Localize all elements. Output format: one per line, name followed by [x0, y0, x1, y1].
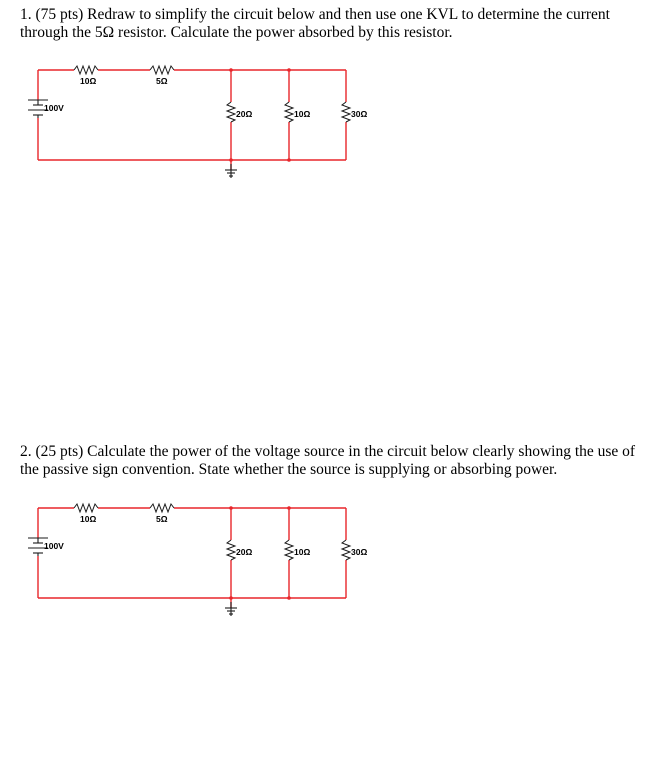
circuit-diagram-2 [0, 498, 400, 623]
voltage-source [28, 538, 64, 556]
resistor-series-1-label: 10Ω [80, 514, 97, 524]
resistor-shunt-1-label: 20Ω [236, 109, 253, 119]
resistor-series-1 [74, 504, 98, 524]
resistor-series-2 [150, 504, 174, 524]
resistor-shunt-1-label: 20Ω [236, 547, 253, 557]
source-label: 100V [44, 103, 64, 113]
resistor-series-2-label: 5Ω [156, 514, 168, 524]
resistor-shunt-2-label: 10Ω [294, 547, 311, 557]
source-label: 100V [44, 541, 64, 551]
resistor-series-1 [74, 66, 98, 86]
resistor-shunt-3 [342, 540, 367, 560]
ground-icon [225, 164, 237, 178]
resistor-shunt-1 [227, 540, 252, 560]
resistor-shunt-2 [285, 102, 310, 122]
resistor-shunt-1 [227, 102, 252, 122]
resistor-shunt-3-label: 30Ω [351, 109, 368, 119]
ground-icon [225, 602, 237, 616]
question-1-text: 1. (75 pts) Redraw to simplify the circuit below and then use one KVL to determine the current through the 5Ω resistor. Calculate the power absorbed by this resistor. [20, 6, 610, 41]
resistor-series-1-label: 10Ω [80, 76, 97, 86]
voltage-source [28, 100, 64, 118]
resistor-series-2-label: 5Ω [156, 76, 168, 86]
resistor-shunt-3-label: 30Ω [351, 547, 368, 557]
resistor-shunt-2-label: 10Ω [294, 109, 311, 119]
circuit-diagram-1 [0, 60, 400, 185]
resistor-shunt-3 [342, 102, 367, 122]
resistor-series-2 [150, 66, 174, 86]
question-2-text: 2. (25 pts) Calculate the power of the voltage source in the circuit below clearly showing the use of the passive sign convention. State whether the source is supplying or absorbing power. [20, 443, 636, 478]
resistor-shunt-2 [285, 540, 310, 560]
